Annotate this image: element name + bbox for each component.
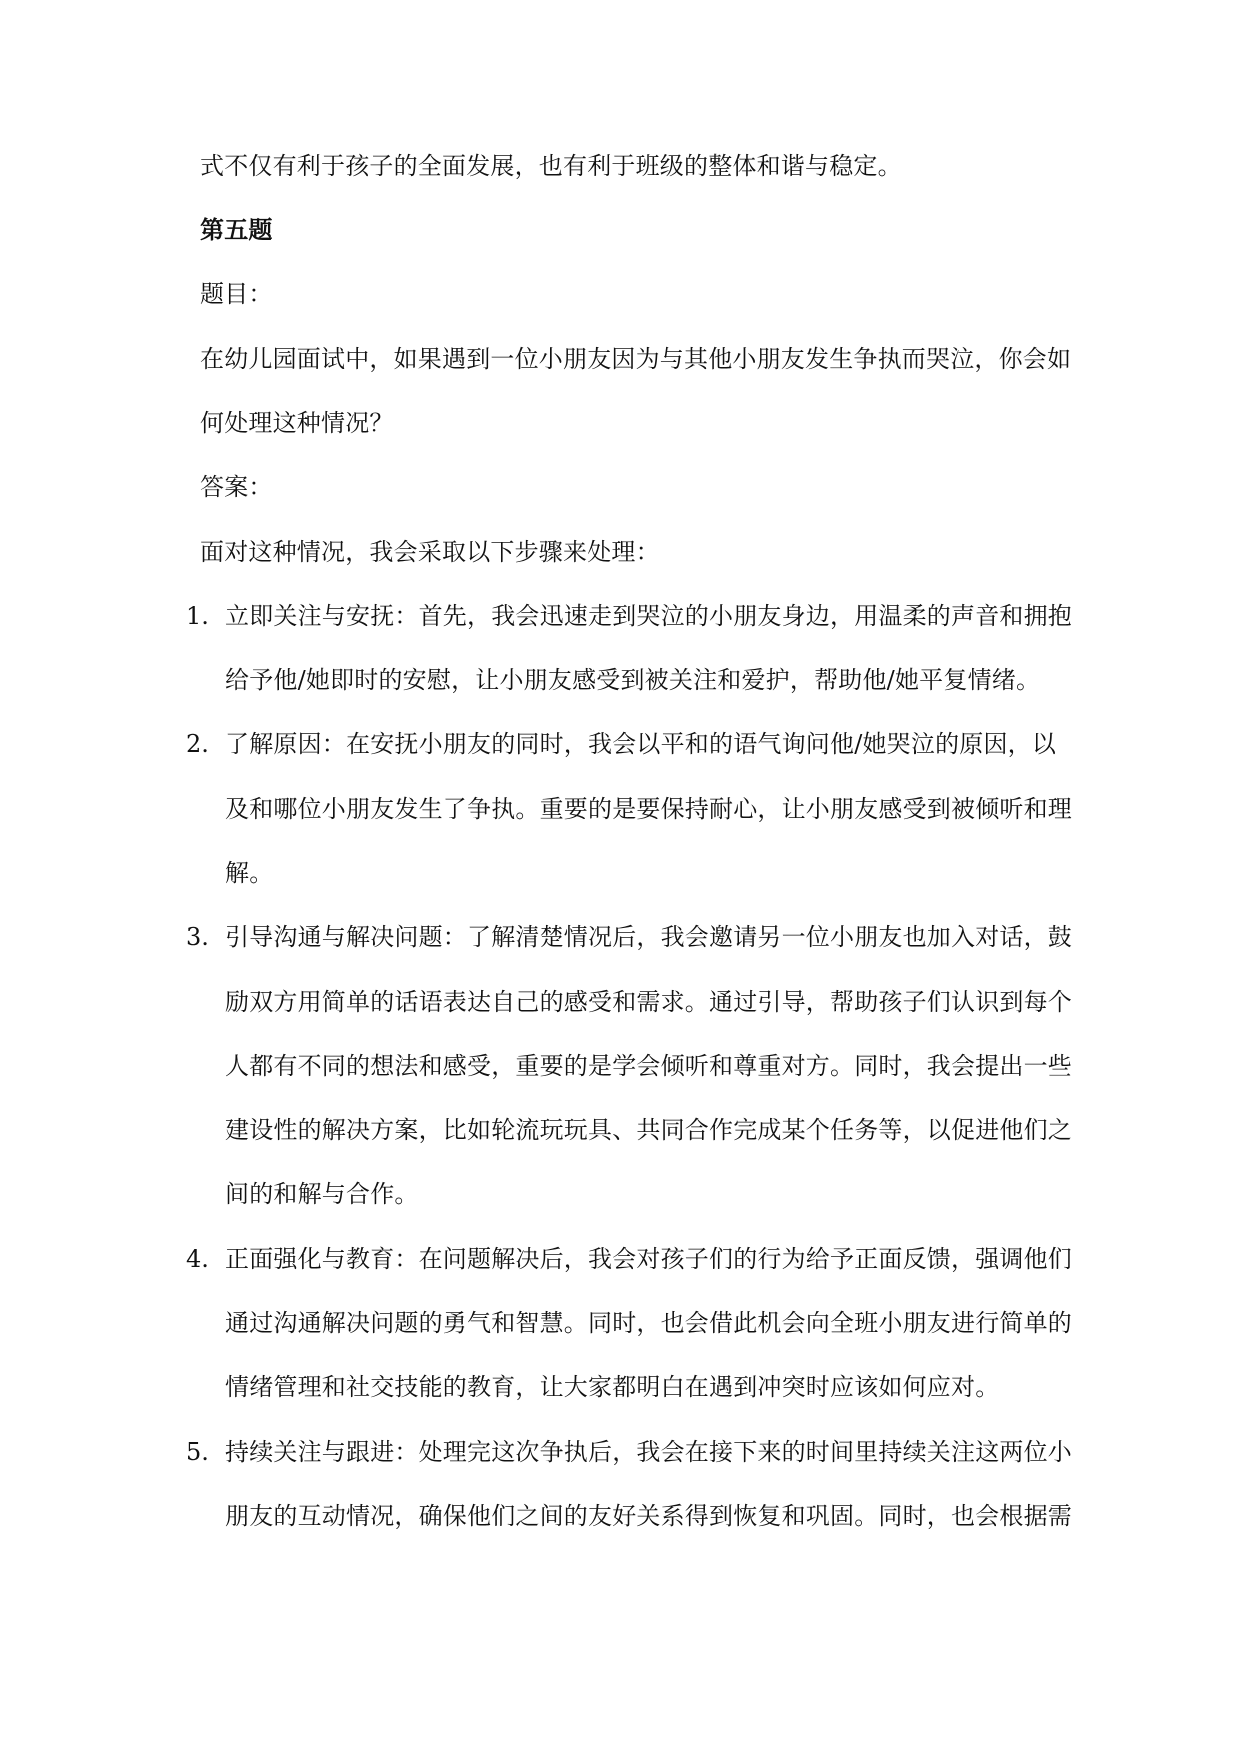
step-line: 通过沟通解决问题的勇气和智慧。同时，也会借此机会向全班小朋友进行简单的 <box>225 1309 1072 1337</box>
step-line: 持续关注与跟进：处理完这次争执后，我会在接下来的时间里持续关注这两位小 <box>225 1438 1072 1466</box>
question-text-line-1: 在幼儿园面试中，如果遇到一位小朋友因为与其他小朋友发生争执而哭泣，你会如 <box>200 345 1072 373</box>
step-line: 间的和解与合作。 <box>225 1180 419 1208</box>
step-line: 立即关注与安抚：首先，我会迅速走到哭泣的小朋友身边，用温柔的声音和拥抱 <box>225 602 1072 630</box>
step-line: 及和哪位小朋友发生了争执。重要的是要保持耐心，让小朋友感受到被倾听和理 <box>225 795 1072 823</box>
section-heading: 第五题 <box>200 215 273 244</box>
answer-intro: 面对这种情况，我会采取以下步骤来处理： <box>200 538 660 566</box>
step-number: 2. <box>186 730 209 758</box>
step-line: 朋友的互动情况，确保他们之间的友好关系得到恢复和巩固。同时，也会根据需 <box>225 1502 1072 1530</box>
step-line: 引导沟通与解决问题：了解清楚情况后，我会邀请另一位小朋友也加入对话，鼓 <box>225 923 1072 951</box>
step-line: 给予他/她即时的安慰，让小朋友感受到被关注和爱护，帮助他/她平复情绪。 <box>225 666 1041 694</box>
continuation-paragraph: 式不仅有利于孩子的全面发展，也有利于班级的整体和谐与稳定。 <box>200 152 902 180</box>
step-line: 解。 <box>225 859 274 887</box>
step-line: 人都有不同的想法和感受，重要的是学会倾听和尊重对方。同时，我会提出一些 <box>225 1052 1072 1080</box>
step-number: 5. <box>186 1438 209 1466</box>
step-number: 4. <box>186 1245 209 1273</box>
step-line: 正面强化与教育：在问题解决后，我会对孩子们的行为给予正面反馈，强调他们 <box>225 1245 1072 1273</box>
answer-label: 答案： <box>200 473 273 501</box>
question-label: 题目： <box>200 280 273 308</box>
question-text-line-2: 何处理这种情况？ <box>200 409 394 437</box>
step-line: 了解原因：在安抚小朋友的同时，我会以平和的语气询问他/她哭泣的原因，以 <box>225 730 1057 758</box>
step-number: 3. <box>186 923 209 951</box>
step-number: 1. <box>186 602 209 630</box>
step-line: 情绪管理和社交技能的教育，让大家都明白在遇到冲突时应该如何应对。 <box>225 1373 1000 1401</box>
step-line: 建设性的解决方案，比如轮流玩玩具、共同合作完成某个任务等，以促进他们之 <box>225 1116 1072 1144</box>
step-line: 励双方用简单的话语表达自己的感受和需求。通过引导，帮助孩子们认识到每个 <box>225 988 1072 1016</box>
